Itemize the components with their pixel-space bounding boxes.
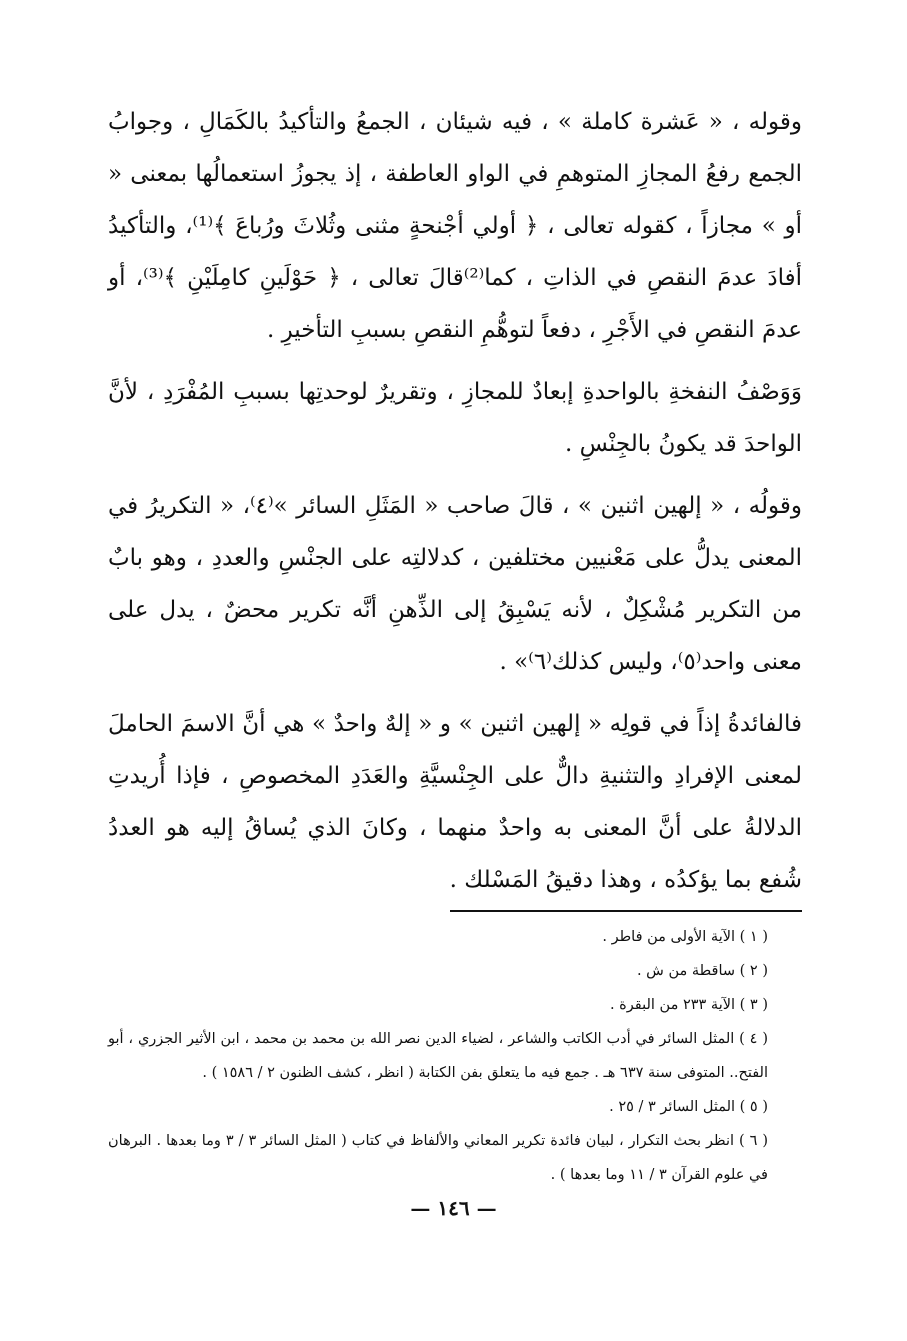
footnote-4: ( ٤ ) المثل السائر في أدب الكاتب والشاعر ، لضياء الدين نصر الله بن محمد بن محمد ، ابن الأثير الجزري ، أبو الفتح.. المتوفى سنة ٦٣٧ هـ . جمع فيه ما يتعلق بفن الكتابة ( انظر ، كشف الظنون ٢ / ١٥٨٦ ) . (108, 1031, 768, 1081)
footnotes-list (108, 920, 802, 1192)
footnote-1: ( ١ ) الآية الأولى من فاطر . (602, 929, 768, 945)
paragraph-nafkha-wahida: وَوَصْفُ النفخةِ بالواحدةِ إبعادٌ للمجازِ ، وتقريرٌ لوحدتِها بسببِ المُفْرَدِ ، لأنَّ الواحدَ قد يكونُ بالجِنْسِ . (108, 379, 802, 457)
footnote-2: ( ٢ ) ساقطة من ش . (636, 963, 768, 979)
footnote-6: ( ٦ ) انظر بحث التكرار ، لبيان فائدة تكرير المعاني والألفاظ في كتاب ( المثل السائر ٣ / ٣ وما بعدها . البرهان في علوم القرآن ٣ / ١١ وما بعدها ) . (108, 1133, 769, 1183)
footnote-3: ( ٣ ) الآية ٢٣٣ من البقرة . (609, 997, 768, 1013)
paragraph-ilahayn-ithnayn: وقولُه ، « إلهين اثنين » ، قالَ صاحب « المَثَلِ السائر »⁽٤⁾، « التكريرُ في المعنى يدلُّ على مَعْنيين مختلفين ، كدلالتِه على الجنْسِ والعددِ ، وهو بابٌ من التكرير مُشْكِلٌ ، لأنه يَسْبِقُ إلى الذِّهنِ أنَّه تكرير محضٌ ، يدل على معنى واحد⁽٥⁾، وليس كذلك⁽٦⁾» . (108, 493, 802, 675)
footnote-5: ( ٥ ) المثل السائر ٣ / ٢٥ . (609, 1099, 768, 1115)
paragraph-faida: فالفائدةُ إذاً في قولِه « إلهين اثنين » و « إلهٌ واحدٌ » هي أنَّ الاسمَ الحاملَ لمعنى الإفرادِ والتثنيةِ دالٌّ على الجِنْسيَّةِ والعَدَدِ المخصوصِ ، فإذا أُريدتِ الدلالةُ على أنَّ المعنى به واحدٌ منهما ، وكانَ الذي يُساقُ إليه هو العددُ شُفع بما يؤكدُه ، وهذا دقيقُ المَسْلك . (108, 711, 802, 893)
paragraph-ashara-kamila: وقوله ، « عَشرة كاملة » ، فيه شيئان ، الجمعُ والتأكيدُ بالكَمَالِ ، وجوابُ الجمع رفعُ المجازِ المتوهمِ في الواو العاطفة ، إذ يجوزُ استعمالُها بمعنى « أو » مجازاً ، كقوله تعالى ، ﴿ أولي أجْنحةٍ مثنى وثُلاثَ ورُباعَ ﴾⁽¹⁾، والتأكيدُ أفادَ عدمَ النقصِ في الذاتِ ، كما⁽²⁾قالَ تعالى ، ﴿ حَوْلَينِ كامِلَيْنِ ﴾⁽³⁾، أو عدمَ النقصِ في الأَجْرِ ، دفعاً لتوهُّمِ النقصِ بسببِ التأخيرِ . (108, 109, 802, 343)
footnote-divider (450, 910, 802, 912)
page-number: — ١٤٦ — (410, 1196, 497, 1220)
page-body (108, 96, 802, 1192)
